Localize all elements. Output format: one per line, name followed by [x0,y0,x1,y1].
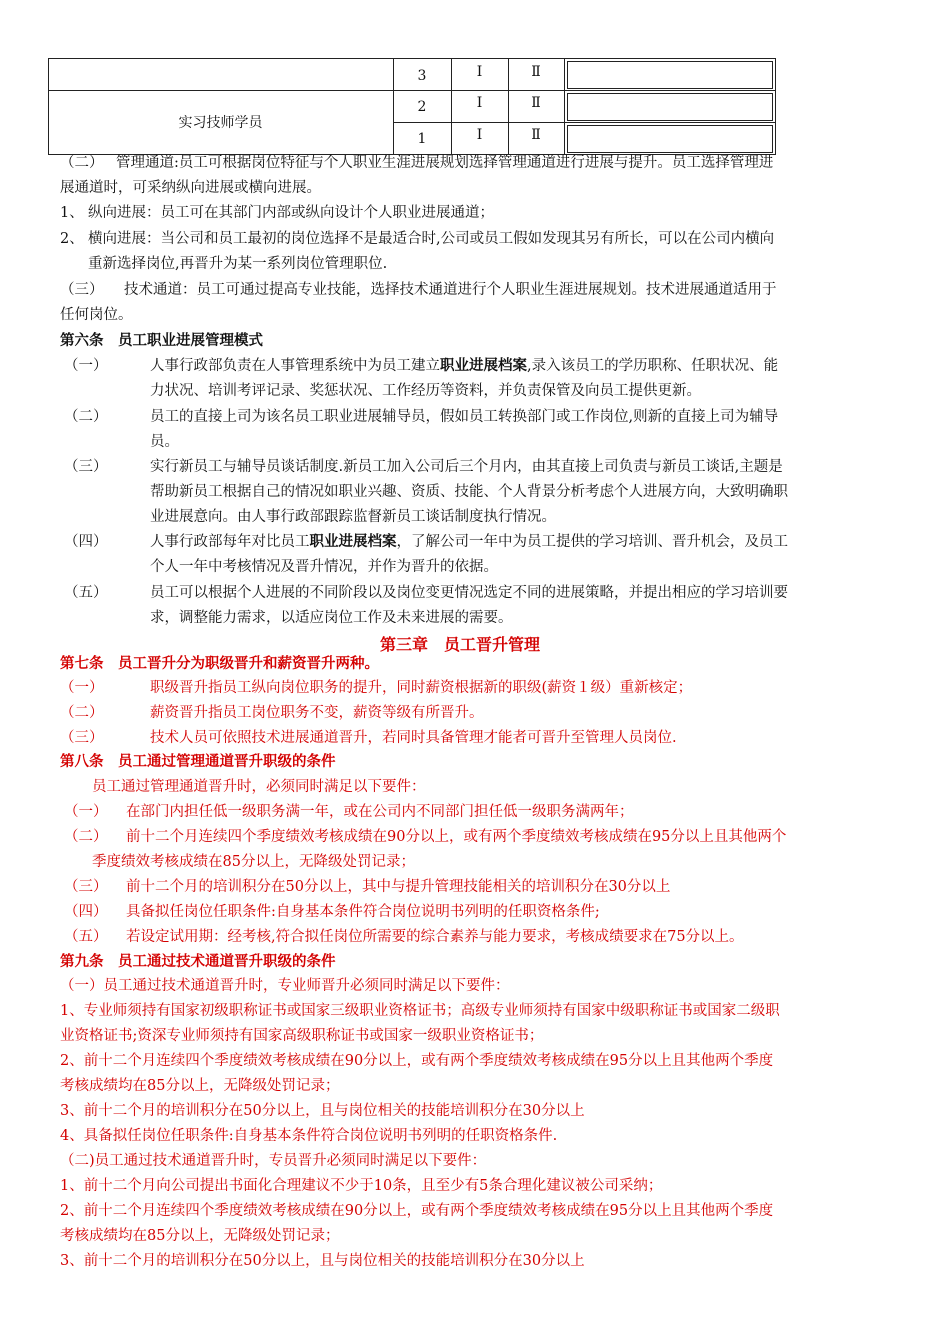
item-number: （五） [64,585,108,601]
table-cell-grade: Ⅰ [476,64,483,80]
item-text: 薪资晋升指员工岗位职务不变，薪资等级有所晋升。 [150,705,484,721]
item-text: 季度绩效考核成绩在85分以上，无降级处罚记录； [92,854,415,870]
item-text: 人事行政部负责在人事管理系统中为员工建立职业进展档案,录入该员工的学历职称、任职状况、能 [150,357,779,374]
list-item: 2、前十二个月连续四个季度绩效考核成绩在90分以上，或有两个季度绩效考核成绩在95分以上且其他两个季度 [60,1203,774,1219]
item-number: （五） [64,929,108,945]
table-divider [564,58,565,155]
paragraph-text: 管理通道:员工可根据岗位特征与个人职业生涯进展规划选择管理通道进行进展与提升。员工选择管理进 [116,155,774,171]
item-number: （二） [60,705,104,721]
item-text: 若设定试用期：经考核,符合拟任岗位所需要的综合素养与能力要求，考核成绩要求在75分以上。 [126,929,744,945]
list-item: 1、前十二个月向公司提出书面化合理建议不少于10条，且至少有5条合理化建议被公司采纳； [60,1178,663,1194]
item-number: （二） [64,829,108,845]
item-number: （二） [64,409,108,425]
article-title: 第八条 员工通过管理通道晋升职级的条件 [60,753,336,770]
table-cell-box [567,125,773,153]
table-divider [48,90,393,91]
item-text: 员。 [150,434,179,450]
table-cell-box [567,93,773,121]
paragraph-text: 技术通道：员工可通过提高专业技能，选择技术通道进行个人职业生涯进展规划。技术进展通道适用于 [124,282,777,298]
item-text: 前十二个月的培训积分在50分以上，其中与提升管理技能相关的培训积分在30分以上 [126,879,671,895]
table-cell-grade: Ⅰ [476,127,483,143]
table-cell-grade: Ⅱ [531,95,541,111]
list-item: 横向进展：当公司和员工最初的岗位选择不是最适合时,公司或员工假如发现其另有所长，可以在公司内横向 [88,231,775,247]
table-cell-grade: Ⅰ [476,95,483,111]
list-item: 4、具备拟任岗位任职条件:自身基本条件符合岗位说明书列明的任职资格条件. [60,1128,558,1144]
table-cell-grade: Ⅱ [531,127,541,143]
sub-heading: （一）员工通过技术通道晋升时，专业师晋升必须同时满足以下要件： [60,978,510,994]
section-number: （三） [60,282,104,298]
table-row-label: 实习技师学员 [178,115,263,131]
item-text: 技术人员可依照技术进展通道晋升，若同时具备管理才能者可晋升至管理人员岗位. [150,730,677,746]
article-title: 第七条 员工晋升分为职级晋升和薪资晋升两种。 [60,655,379,672]
item-text: 力状况、培训考评记录、奖惩状况、工作经历等资料，并负责保管及向员工提供更新。 [150,383,701,399]
item-text: 职级晋升指员工纵向岗位职务的提升，同时薪资根据新的职级(薪资１级）重新核定； [150,680,693,696]
list-item: 重新选择岗位,再晋升为某一系列岗位管理职位. [88,256,388,272]
list-item: 1、专业师须持有国家初级职称证书或国家三级职业资格证书；高级专业师须持有国家中级职称证书或国家二级职 [60,1003,780,1019]
list-number: 2、 [60,231,84,247]
item-text: 求，调整能力需求，以适应岗位工作及未来进展的需要。 [150,610,513,626]
item-number: （四） [64,904,108,920]
list-item: 3、前十二个月的培训积分在50分以上，且与岗位相关的技能培训积分在30分以上 [60,1103,585,1119]
article-title: 第九条 员工通过技术通道晋升职级的条件 [60,953,336,970]
list-item: 3、前十二个月的培训积分在50分以上，且与岗位相关的技能培训积分在30分以上 [60,1253,585,1269]
list-item: 考核成绩均在85分以上，无降级处罚记录； [60,1078,340,1094]
paragraph-text: 展通道时，可采纳纵向进展或横向进展。 [60,180,321,196]
paragraph-text: 任何岗位。 [60,307,133,323]
item-number: （三） [60,730,104,746]
list-item: 业资格证书;资深专业师须持有国家高级职称证书或国家一级职业资格证书； [60,1028,544,1044]
item-text: 个人一年中考核情况及晋升情况，并作为晋升的依据。 [150,559,498,575]
table-cell-level: 3 [417,68,427,84]
table-cell-level: 2 [417,99,427,115]
table-cell-box [567,61,773,89]
paragraph-text: 员工通过管理通道晋升时，必须同时满足以下要件： [92,779,426,795]
item-text: 在部门内担任低一级职务满一年，或在公司内不同部门担任低一级职务满两年； [126,804,634,820]
table-cell-grade: Ⅱ [531,64,541,80]
item-text: 前十二个月连续四个季度绩效考核成绩在90分以上，或有两个季度绩效考核成绩在95分以上且其他两个 [126,829,787,845]
level-table [48,58,776,155]
list-item: 2、前十二个月连续四个季度绩效考核成绩在90分以上，或有两个季度绩效考核成绩在95分以上且其他两个季度 [60,1053,774,1069]
item-number: （一） [64,804,108,820]
item-text: 实行新员工与辅导员谈话制度.新员工加入公司后三个月内，由其直接上司负责与新员工谈话,主题是 [150,459,783,475]
list-item: 纵向进展：员工可在其部门内部或纵向设计个人职业进展通道； [88,205,494,221]
item-text: 人事行政部每年对比员工职业进展档案，了解公司一年中为员工提供的学习培训、晋升机会，及员工 [150,533,788,550]
list-number: 1、 [60,205,84,221]
item-number: （三） [64,879,108,895]
item-number: （一） [64,358,108,374]
list-item: 考核成绩均在85分以上，无降级处罚记录； [60,1228,340,1244]
article-title: 第六条 员工职业进展管理模式 [60,332,263,349]
section-number: （二） [60,155,104,171]
sub-heading: （二)员工通过技术通道晋升时，专员晋升必须同时满足以下要件： [60,1153,487,1169]
item-text: 员工可以根据个人进展的不同阶段以及岗位变更情况选定不同的进展策略，并提出相应的学习培训要 [150,585,788,601]
item-number: （四） [64,534,108,550]
item-text: 具备拟任岗位任职条件:自身基本条件符合岗位说明书列明的任职资格条件; [126,904,600,920]
item-text: 帮助新员工根据自己的情况如职业兴趣、资质、技能、个人背景分析考虑个人进展方向，大致明确职 [150,484,788,500]
chapter-heading: 第三章 员工晋升管理 [380,635,541,654]
item-number: （一） [60,680,104,696]
item-number: （三） [64,459,108,475]
table-cell-level: 1 [417,131,427,147]
item-text: 员工的直接上司为该名员工职业进展辅导员，假如员工转换部门或工作岗位,则新的直接上司为辅导 [150,409,779,425]
item-text: 业进展意向。由人事行政部跟踪监督新员工谈话制度执行情况。 [150,509,556,525]
